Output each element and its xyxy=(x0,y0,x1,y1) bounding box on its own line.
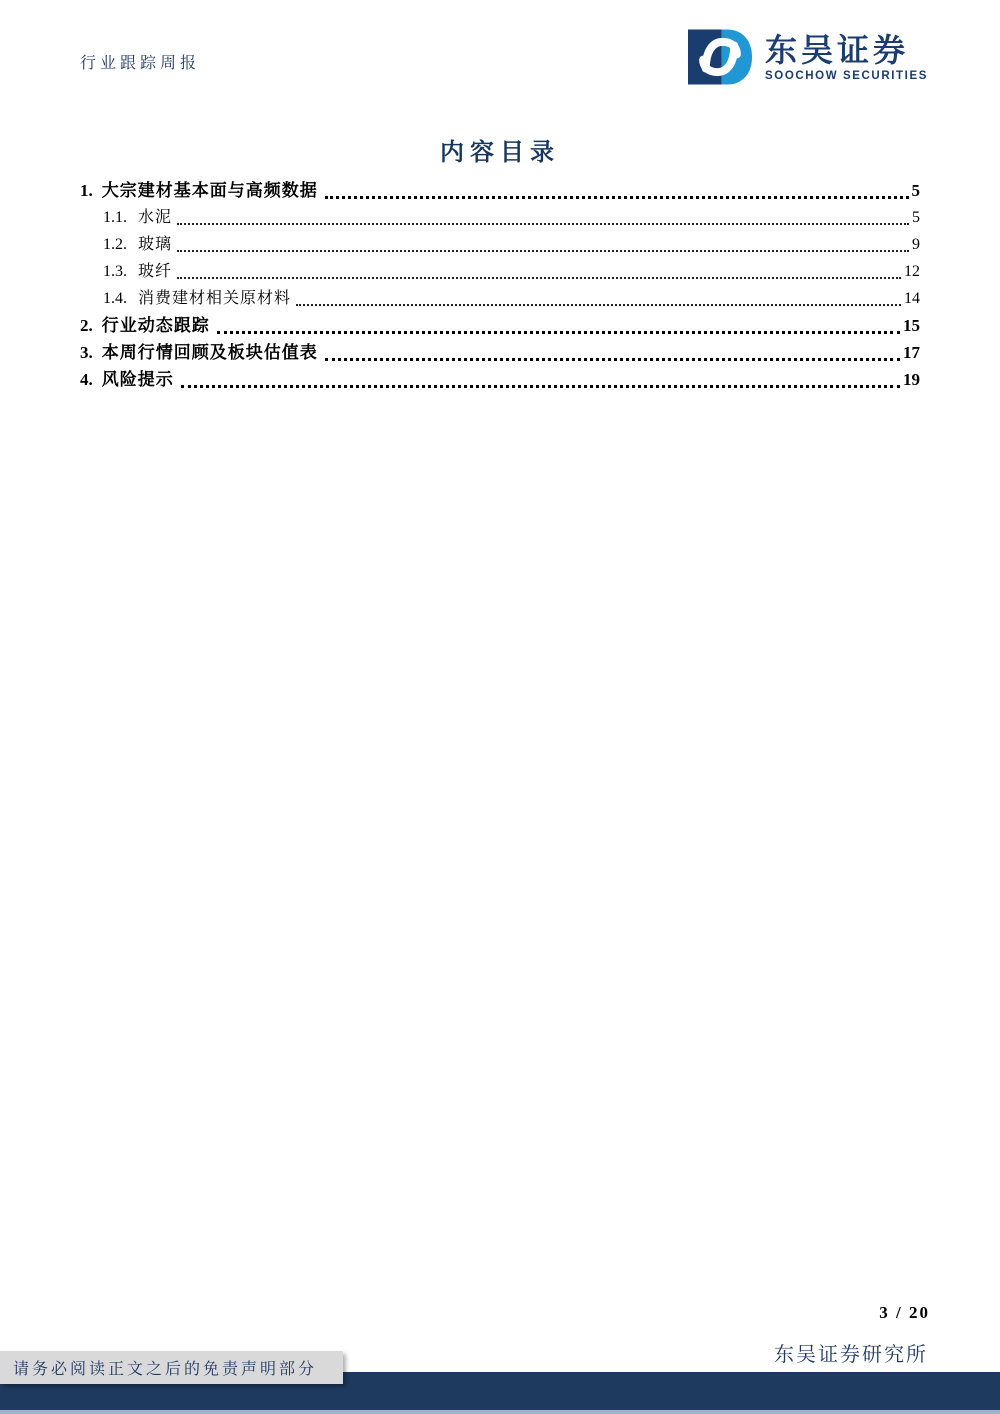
logo-wordmark xyxy=(765,32,928,82)
dot-leader xyxy=(177,250,909,252)
dot-leader xyxy=(177,277,901,279)
toc-entry-number: 3. xyxy=(80,343,93,362)
toc-entry-label: 玻璃 xyxy=(138,236,173,253)
toc-entry[interactable] xyxy=(80,177,920,204)
toc-entry-label: 大宗建材基本面与高频数据 xyxy=(101,181,318,200)
toc-entry-number: 1.2. xyxy=(103,236,127,253)
toc-entry-number: 2. xyxy=(80,316,93,335)
toc-entry-page: 19 xyxy=(903,370,920,389)
toc-entry[interactable] xyxy=(80,285,920,312)
toc-entry-page: 5 xyxy=(912,209,920,226)
toc-entry[interactable] xyxy=(80,366,920,393)
page-indicator: 3 / 20 xyxy=(879,1303,930,1322)
institute-label: 东吴证券研究所 xyxy=(774,1344,928,1366)
toc-title: 内容目录 xyxy=(440,140,560,166)
toc-entry-number: 1.3. xyxy=(103,263,127,280)
toc-entry-page: 5 xyxy=(911,181,920,200)
toc-entry-number: 1.4. xyxy=(103,290,127,307)
dot-leader xyxy=(177,223,909,225)
toc-entry-label: 玻纤 xyxy=(138,263,173,280)
toc-entry-number: 1. xyxy=(80,181,93,200)
logo-cn-label: 东吴证券 xyxy=(765,32,910,68)
soochow-logo-icon xyxy=(688,28,752,86)
toc-entry[interactable] xyxy=(80,231,920,258)
disclaimer-box xyxy=(0,1351,343,1384)
toc-entry-page: 17 xyxy=(903,343,920,362)
soochow-logo xyxy=(688,28,928,86)
toc-entry-label: 水泥 xyxy=(138,209,173,226)
toc-entry[interactable] xyxy=(80,339,920,366)
logo-en-label: SOOCHOW SECURITIES xyxy=(765,70,928,82)
toc-entry-page: 12 xyxy=(904,263,920,280)
toc-entry-page: 15 xyxy=(903,316,920,335)
toc-entry-label: 本周行情回顾及板块估值表 xyxy=(101,343,318,362)
toc-entry-label: 风险提示 xyxy=(101,370,174,389)
toc-entry-page: 14 xyxy=(904,290,920,307)
dot-leader xyxy=(181,385,900,388)
dot-leader xyxy=(325,358,900,361)
toc-entry-label: 消费建材相关原材料 xyxy=(138,290,292,307)
toc-entry-page: 9 xyxy=(912,236,920,253)
footer-bar-accent xyxy=(0,1410,1000,1414)
toc-entry-label: 行业动态跟踪 xyxy=(101,316,210,335)
toc-entry[interactable] xyxy=(80,312,920,339)
dot-leader xyxy=(217,331,900,334)
toc-entry[interactable] xyxy=(80,204,920,231)
dot-leader xyxy=(296,304,901,306)
toc-entry[interactable] xyxy=(80,258,920,285)
toc xyxy=(80,177,920,393)
disclaimer-label: 请务必阅读正文之后的免责声明部分 xyxy=(13,1361,318,1378)
report-type-label: 行业跟踪周报 xyxy=(80,55,201,72)
dot-leader xyxy=(325,196,909,199)
toc-entry-number: 1.1. xyxy=(103,209,127,226)
toc-entry-number: 4. xyxy=(80,370,93,389)
